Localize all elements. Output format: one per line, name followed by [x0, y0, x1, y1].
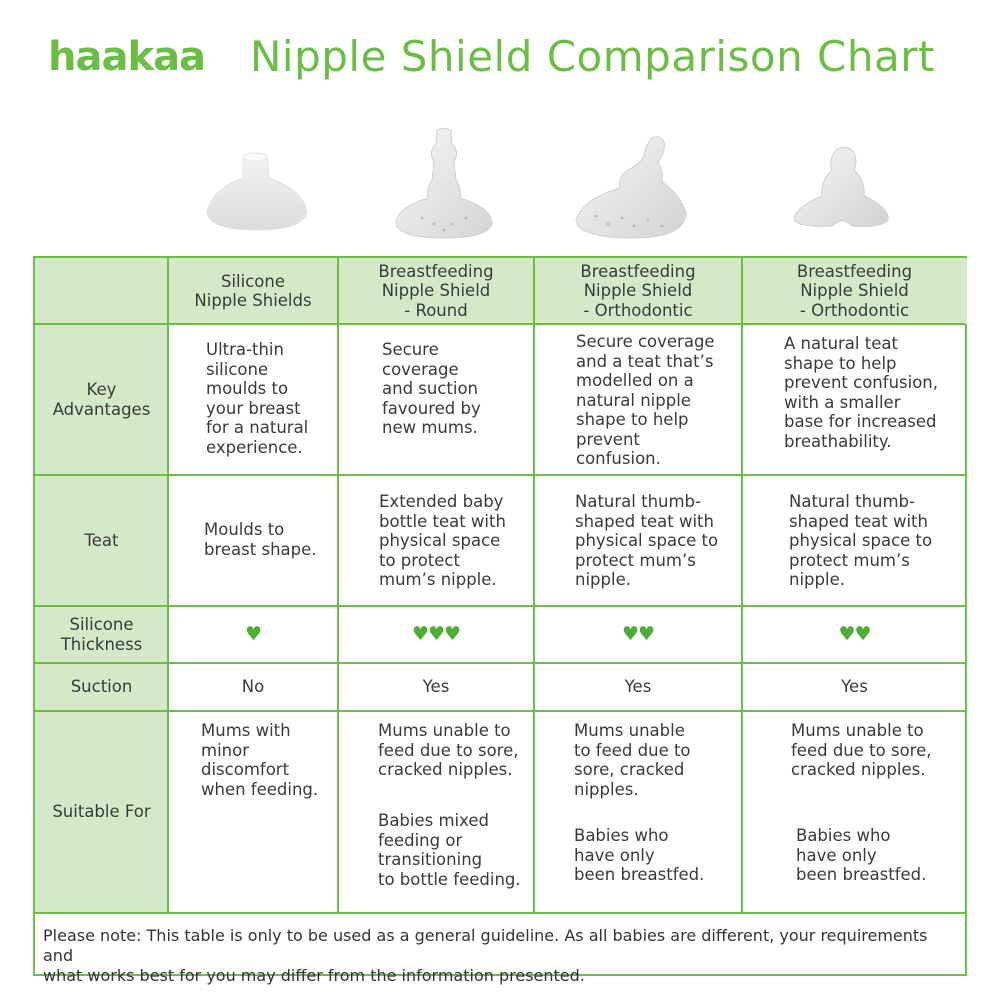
grid-line — [35, 605, 965, 607]
heart-icon: ♥ — [411, 622, 428, 645]
product-image-round-shield — [392, 128, 496, 240]
disclaimer-note: Please note: This table is only to be used as a general guideline. As all babies are different, your requirements and what works best for you may differ from the information presented. — [43, 926, 928, 985]
cell-suitable-orthodontic-1: Mums unable to feed due to sore, cracked nipples. — [574, 721, 691, 799]
comparison-table — [33, 256, 967, 985]
row-label-key-advantages: Key Advantages — [35, 324, 168, 475]
cell-suction-round: Yes — [422, 677, 450, 697]
cell-suitable-orthodontic-small-2: Babies who have only been breastfed. — [796, 826, 927, 884]
product-image-orthodontic-shield — [574, 134, 690, 240]
grid-line — [35, 912, 965, 914]
grid-line — [167, 258, 169, 913]
cell-key-advantages-orthodontic: Secure coverage and a teat that’s modelled on a natural nipple shape to help prevent confusion. — [576, 332, 715, 468]
heart-icon: ♥ — [838, 622, 855, 645]
grid-line — [741, 258, 743, 913]
thickness-rating-orthodontic-small — [742, 606, 967, 663]
row-label-suitable-for: Suitable For — [35, 711, 168, 913]
cell-key-advantages-round: Secure coverage and suction favoured by new mums. — [382, 340, 481, 437]
row-label-teat: Teat — [35, 475, 168, 606]
grid-line — [35, 474, 965, 476]
heart-icon: ♥ — [621, 622, 638, 645]
cell-teat-orthodontic-small: Natural thumb- shaped teat with physical space to protect mum’s nipple. — [789, 492, 933, 589]
cell-suction-silicone: No — [241, 677, 265, 697]
thickness-rating-silicone — [168, 606, 338, 663]
column-header-orthodontic-small: Breastfeeding Nipple Shield - Orthodontic — [742, 258, 967, 324]
cell-suction-orthodontic: Yes — [624, 677, 652, 697]
grid-line — [35, 662, 965, 664]
table-corner — [35, 258, 168, 324]
cell-suitable-round-1: Mums unable to feed due to sore, cracked nipples. — [378, 721, 519, 779]
cell-suitable-silicone-1: Mums with minor discomfort when feeding. — [201, 721, 319, 799]
cell-teat-orthodontic: Natural thumb- shaped teat with physical space to protect mum’s nipple. — [575, 492, 719, 589]
cell-suction-orthodontic-small: Yes — [841, 677, 868, 697]
heart-icon: ♥ — [638, 622, 655, 645]
heart-icon: ♥ — [854, 622, 871, 645]
thickness-rating-orthodontic — [534, 606, 742, 663]
heart-icon: ♥ — [444, 622, 461, 645]
grid-line — [533, 258, 535, 913]
cell-suitable-orthodontic-2: Babies who have only been breastfed. — [574, 826, 705, 884]
column-header-orthodontic: Breastfeeding Nipple Shield - Orthodontic — [534, 258, 742, 324]
cell-key-advantages-silicone: Ultra-thin silicone moulds to your breast for a natural experience. — [206, 340, 309, 457]
column-header-silicone: Silicone Nipple Shields — [168, 258, 338, 324]
grid-line — [35, 710, 965, 712]
heart-icon: ♥ — [427, 622, 445, 645]
heart-icon: ♥ — [244, 622, 262, 645]
grid-line — [35, 323, 965, 325]
row-label-suction: Suction — [35, 663, 168, 711]
cell-teat-silicone: Moulds to breast shape. — [204, 520, 317, 559]
row-label-thickness: Silicone Thickness — [35, 606, 168, 663]
page-title: Nipple Shield Comparison Chart — [250, 32, 935, 81]
cell-suitable-round-2: Babies mixed feeding or transitioning to bottle feeding. — [378, 811, 521, 889]
cell-key-advantages-orthodontic-small: A natural teat shape to help prevent confusion, with a smaller base for increased breathability. — [784, 334, 939, 451]
product-image-orthodontic-small-shield — [792, 146, 892, 230]
brand-logo: haakaa — [48, 34, 206, 80]
cell-teat-round: Extended baby bottle teat with physical space to protect mum’s nipple. — [379, 492, 506, 589]
thickness-rating-round — [338, 606, 534, 663]
cell-suitable-orthodontic-small-1: Mums unable to feed due to sore, cracked nipples. — [791, 721, 932, 779]
grid-line — [337, 258, 339, 913]
column-header-round: Breastfeeding Nipple Shield - Round — [338, 258, 534, 324]
product-image-silicone-shield — [203, 150, 309, 232]
